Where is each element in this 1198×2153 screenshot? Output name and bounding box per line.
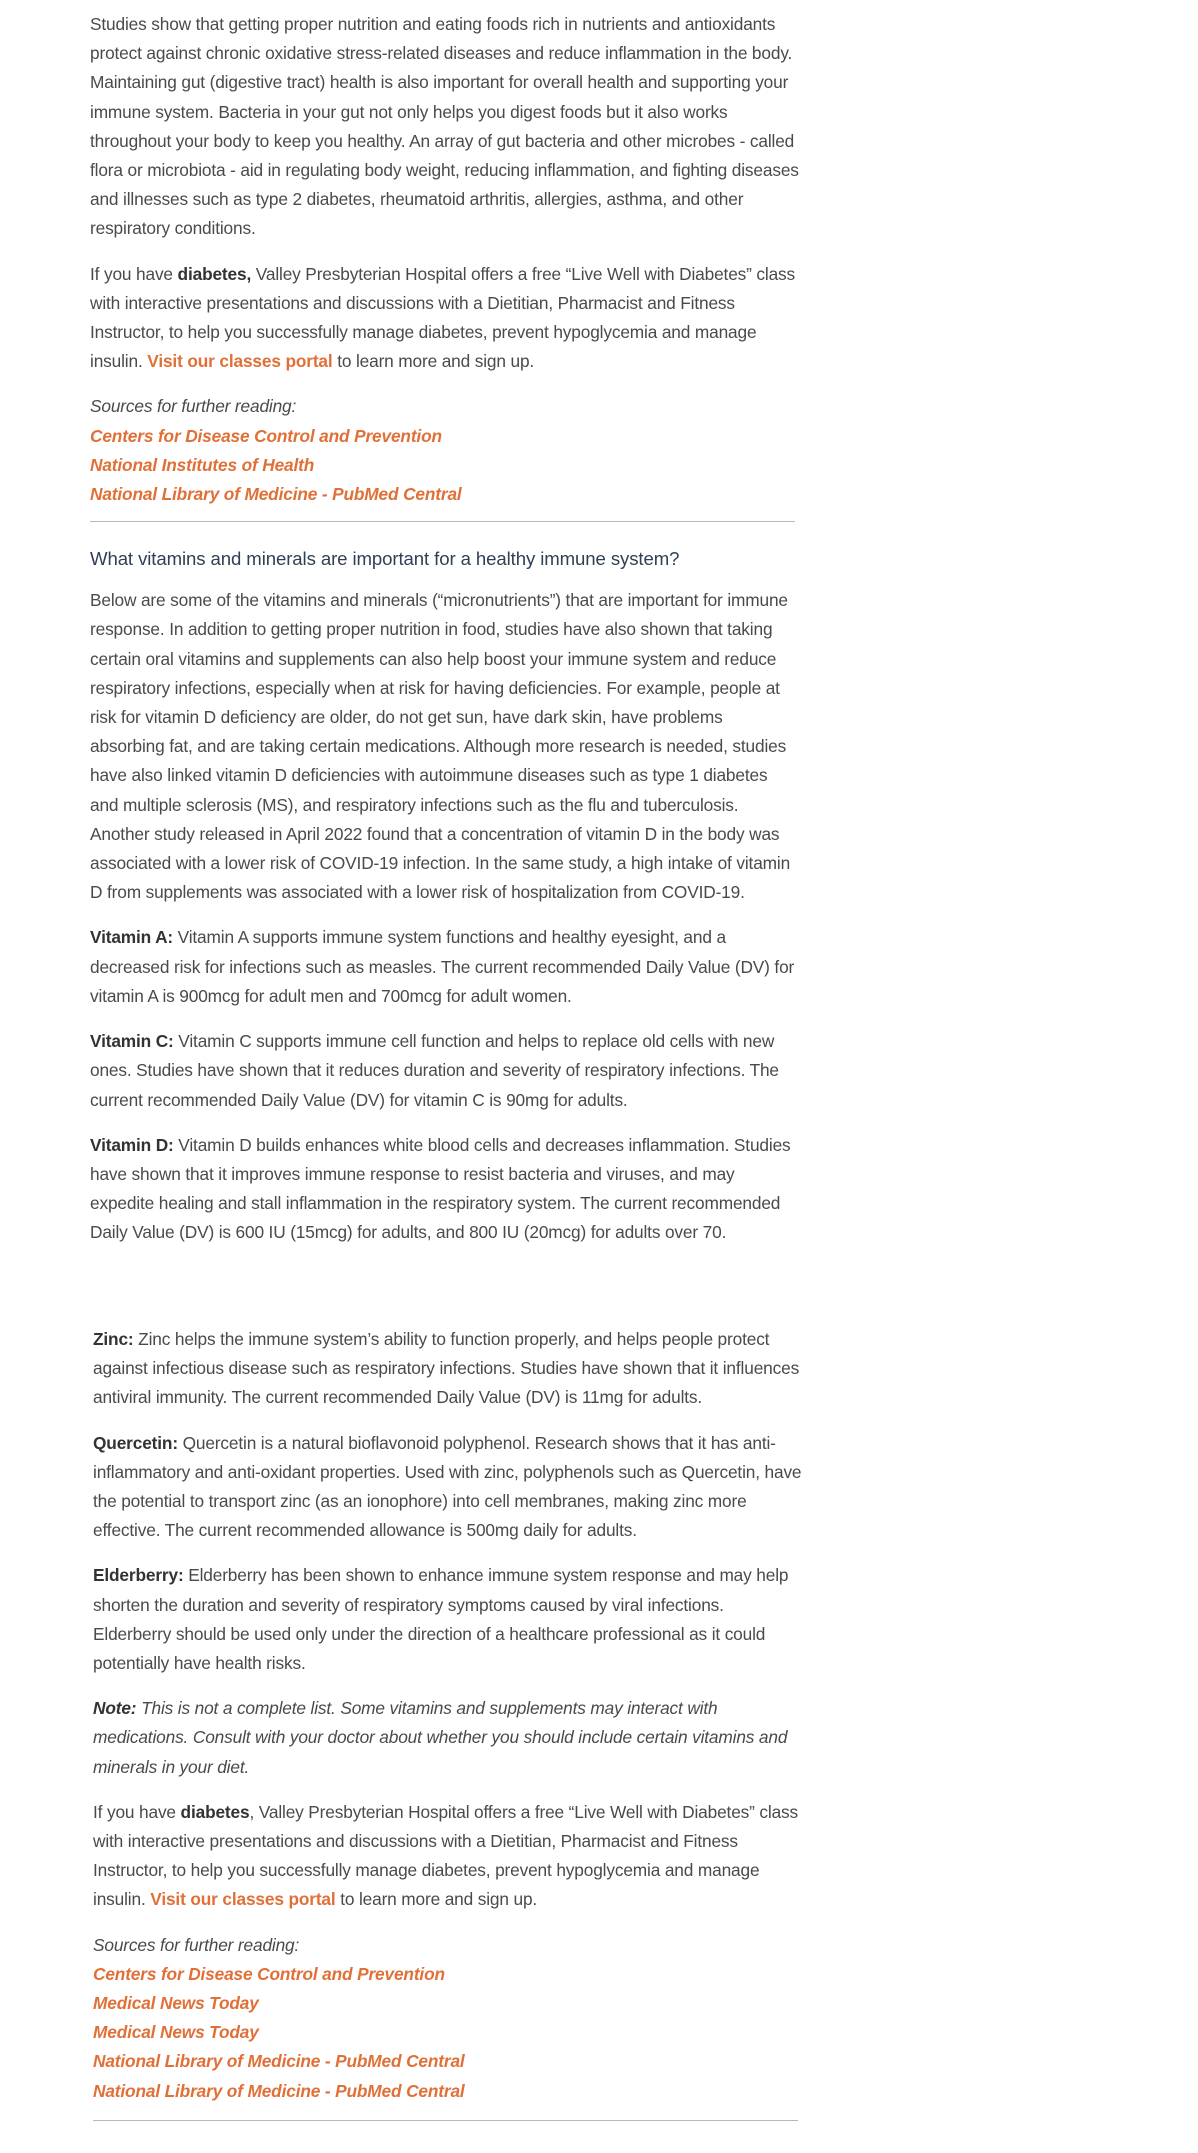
source-link-mnt-1[interactable]: Medical News Today <box>93 1993 259 2014</box>
diabetes-class-paragraph: If you have diabetes, Valley Presbyterian Hospital offers a free “Live Well with Diabetes” class with interactive presentations and discussions with a Dietitian, Pharmacist and Fitness Instructor, to help you successfully manage diabetes, prevent hypoglycemia and manage insulin. Visit our classes portal to learn more and sign up. <box>90 263 796 372</box>
article-bottom <box>93 1325 803 2121</box>
source-link-nih[interactable]: National Institutes of Health <box>90 454 315 475</box>
classes-portal-link-2[interactable]: Visit our classes portal <box>150 1889 336 1910</box>
elderberry-label: Elderberry: <box>93 1565 184 1586</box>
vitamin-a-label: Vitamin A: <box>90 927 173 948</box>
vitamin-a-paragraph: Vitamin A: Vitamin A supports immune system functions and healthy eyesight, and a decreased risk for infections such as measles. The current recommended Daily Value (DV) for vitamin A is 900mcg for adult men and 700mcg for adult women. <box>90 927 795 1006</box>
section-heading: What vitamins and minerals are important for a healthy immune system? <box>90 548 680 570</box>
zinc-paragraph: Zinc: Zinc helps the immune system’s ability to function properly, and helps people protect against infectious disease such as respiratory infections. Studies have shown that it influences antiviral immunity. The current recommended Daily Value (DV) is 11mg for adults. <box>93 1329 800 1408</box>
sources-list <box>90 392 800 509</box>
vitamin-c-label: Vitamin C: <box>90 1031 174 1052</box>
source-link-pubmed-1[interactable]: National Library of Medicine - PubMed Central <box>93 2051 465 2072</box>
zinc-label: Zinc: <box>93 1329 134 1349</box>
elderberry-paragraph: Elderberry: Elderberry has been shown to enhance immune system response and may help shorten the duration and severity of respiratory symptoms caused by viral infections. Elderberry should be used only under the direction of a healthcare professional as it could potentially have health risks. <box>93 1565 789 1674</box>
sources-list-2 <box>93 1931 803 2106</box>
section-divider-bottom <box>93 2120 798 2121</box>
source-link-cdc[interactable]: Centers for Disease Control and Prevention <box>90 425 442 446</box>
source-link-pubmed-2[interactable]: National Library of Medicine - PubMed Central <box>93 2080 465 2101</box>
sources-label: Sources for further reading: <box>90 396 297 417</box>
intro-paragraph: Studies show that getting proper nutrition and eating foods rich in nutrients and antioxidants protect against chronic oxidative stress-related diseases and reduce inflammation in the body. Maintaining gut (digestive tract) health is also important for overall health and supporting your immune system. Bacteria in your gut not only helps you digest foods but it also works throughout your body to keep you healthy. An array of gut bacteria and other microbes - called flora or microbiota - aid in regulating body weight, reducing inflammation, and fighting diseases and illnesses such as type 2 diabetes, rheumatoid arthritis, allergies, asthma, and other respiratory conditions. <box>90 14 799 239</box>
note-paragraph: Note: This is not a complete list. Some vitamins and supplements may interact with medications. Consult with your doctor about whether you should include certain vitamins and minerals in your diet. <box>93 1698 788 1777</box>
vitamin-d-label: Vitamin D: <box>90 1134 174 1155</box>
source-link-mnt-2[interactable]: Medical News Today <box>93 2022 259 2043</box>
quercetin-label: Quercetin: <box>93 1432 178 1453</box>
article-top <box>90 10 800 1264</box>
source-link-pubmed[interactable]: National Library of Medicine - PubMed Central <box>90 484 462 505</box>
vitamin-d-paragraph: Vitamin D: Vitamin D builds enhances white blood cells and decreases inflammation. Studies have shown that it improves immune response to resist bacteria and viruses, and may expedite healing and stall inflammation in the respiratory system. The current recommended Daily Value (DV) is 600 IU (15mcg) for adults, and 800 IU (20mcg) for adults over 70. <box>90 1134 791 1243</box>
source-link-cdc-2[interactable]: Centers for Disease Control and Prevention <box>93 1963 445 1984</box>
classes-portal-link[interactable]: Visit our classes portal <box>147 351 333 372</box>
vitamin-c-paragraph: Vitamin C: Vitamin C supports immune cell function and helps to replace old cells with new ones. Studies have shown that it reduces duration and severity of respiratory infections. The current recommended Daily Value (DV) for vitamin C is 90mg for adults. <box>90 1031 779 1110</box>
section-divider <box>90 521 795 522</box>
diabetes-bold: diabetes, <box>177 263 252 284</box>
note-label: Note: <box>93 1698 137 1719</box>
diabetes-bold-2: diabetes <box>180 1801 250 1822</box>
sources-label-2: Sources for further reading: <box>93 1934 300 1955</box>
quercetin-paragraph: Quercetin: Quercetin is a natural bioflavonoid polyphenol. Research shows that it has anti-inflammatory and anti-oxidant properties. Used with zinc, polyphenols such as Quercetin, have the potential to transport zinc (as an ionophore) into cell membranes, making zinc more effective. The current recommended allowance is 500mg daily for adults. <box>93 1432 802 1541</box>
diabetes-class-paragraph-2: If you have diabetes, Valley Presbyterian Hospital offers a free “Live Well with Diabetes” class with interactive presentations and discussions with a Dietitian, Pharmacist and Fitness Instructor, to help you successfully manage diabetes, prevent hypoglycemia and manage insulin. Visit our classes portal to learn more and sign up. <box>93 1801 799 1910</box>
section-intro-paragraph: Below are some of the vitamins and minerals (“micronutrients”) that are important for immune response. In addition to getting proper nutrition in food, studies have also shown that taking certain oral vitamins and supplements can also help boost your immune system and reduce respiratory infections, especially when at risk for having deficiencies. For example, people at risk for vitamin D deficiency are older, do not get sun, have dark skin, have problems absorbing fat, and are taking certain medications. Although more research is needed, studies have also linked vitamin D deficiencies with autoimmune diseases such as type 1 diabetes and multiple sclerosis (MS), and respiratory infections such as the flu and tuberculosis. Another study released in April 2022 found that a concentration of vitamin D in the body was associated with a lower risk of COVID-19 infection. In the same study, a high intake of vitamin D from supplements was associated with a lower risk of hospitalization from COVID-19. <box>90 590 791 903</box>
